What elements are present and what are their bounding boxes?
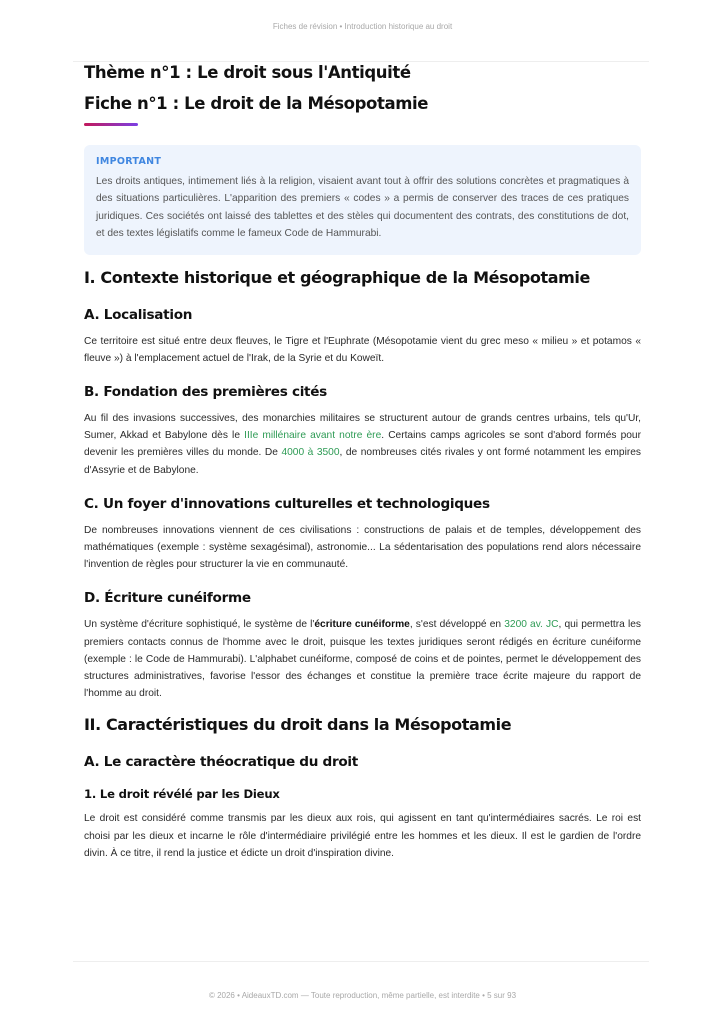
text-segment: , de nombreuses cités rivales y ont formé notamment les empires d'Assyrie et de Babylone.	[84, 447, 641, 476]
date-highlight: 4000 à 3500	[281, 447, 340, 459]
section-1a-title: A. Localisation	[84, 306, 193, 323]
section-2-title: II. Caractéristiques du droit dans la Mésopotamie	[84, 715, 512, 735]
section-1c-title: C. Un foyer d'innovations culturelles et technologiques	[84, 495, 490, 512]
bold-term: écriture cunéiforme	[314, 619, 410, 631]
important-label: IMPORTANT	[96, 156, 162, 167]
text-segment: Un système d'écriture sophistiqué, le système de l'	[84, 619, 315, 631]
text-segment: Au fil des invasions successives, des monarchies militaires se structurent autour de grands centres urbains, tels qu'Ur, Sumer, Akkad et Babylone dès le	[84, 413, 641, 442]
section-2a1-title: 1. Le droit révélé par les Dieux	[84, 787, 280, 802]
footer-divider	[73, 961, 649, 962]
document-content	[84, 62, 641, 862]
text-segment: . Certains camps agricoles se sont d'abord formés pour devenir les premières villes du monde. De	[84, 430, 641, 459]
date-highlight: IIIe millénaire avant notre ère	[244, 430, 382, 442]
date-highlight: 3200 av. JC	[504, 619, 559, 631]
section-2a-title: A. Le caractère théocratique du droit	[84, 754, 358, 771]
fiche-title: Fiche n°1 : Le droit de la Mésopotamie	[84, 94, 429, 113]
section-1b-title: B. Fondation des premières cités	[84, 384, 327, 401]
title-accent-bar	[84, 123, 138, 126]
text-segment: , qui permettra les premiers contacts connus de l'homme avec le droit, puisque les textes juridiques seront rédigés en écriture cunéiforme (exemple : le Code de Hammurabi). L'alphabet cunéiforme, composé de coins et de pointes, permet le développement des structures administratives, favorise l'essor des échanges et constitue la première trace écrite majeure du rapport de l'homme au droit.	[84, 619, 641, 700]
section-1b-text	[84, 410, 641, 479]
page-header: Fiches de révision • Introduction historique au droit	[272, 22, 453, 31]
important-text: Les droits antiques, intimement liés à la religion, visaient avant tout à offrir des solutions concrètes et pragmatiques à des situations particulières. L'apparition des premiers « codes » a permis de conserver des traces de ces pratiques juridiques. Ces sociétés ont laissé des tablettes et des stèles qui documentent des contrats, des constitutions de dot, et des textes législatifs comme le fameux Code de Hammurabi.	[96, 176, 629, 240]
section-1-title: I. Contexte historique et géographique de la Mésopotamie	[84, 267, 590, 287]
theme-title: Thème n°1 : Le droit sous l'Antiquité	[84, 63, 411, 82]
text-segment: , s'est développé en	[409, 619, 505, 631]
section-1d-title: D. Écriture cunéiforme	[84, 590, 251, 607]
section-1a-text: Ce territoire est situé entre deux fleuves, le Tigre et l'Euphrate (Mésopotamie vient du grec meso « milieu » et potamos « fleuve ») à l'emplacement actuel de l'Irak, de la Syrie et du Koweït.	[84, 335, 641, 364]
section-1d-text	[84, 616, 641, 702]
section-2a1-text: Le droit est considéré comme transmis par les dieux aux rois, qui agissent en tant qu'intermédiaires sacrés. Le roi est choisi par les dieux et incarne le rôle d'intermédiaire privilégié entre les hommes et les dieux. Il est le gardien de l'ordre divin. À ce titre, il rend la justice et édicte un droit d'inspiration divine.	[84, 813, 641, 859]
section-1c-text: De nombreuses innovations viennent de ces civilisations : constructions de palais et de temples, développement des mathématiques (exemple : système sexagésimal), astronomie... La sédentarisation des populations rend alors nécessaire l'invention de règles pour structurer la vie en communauté.	[84, 524, 641, 571]
important-callout	[84, 145, 641, 255]
page-footer: © 2026 • AideauxTD.com — Toute reproduction, même partielle, est interdite • 5 sur 93	[208, 991, 517, 1000]
